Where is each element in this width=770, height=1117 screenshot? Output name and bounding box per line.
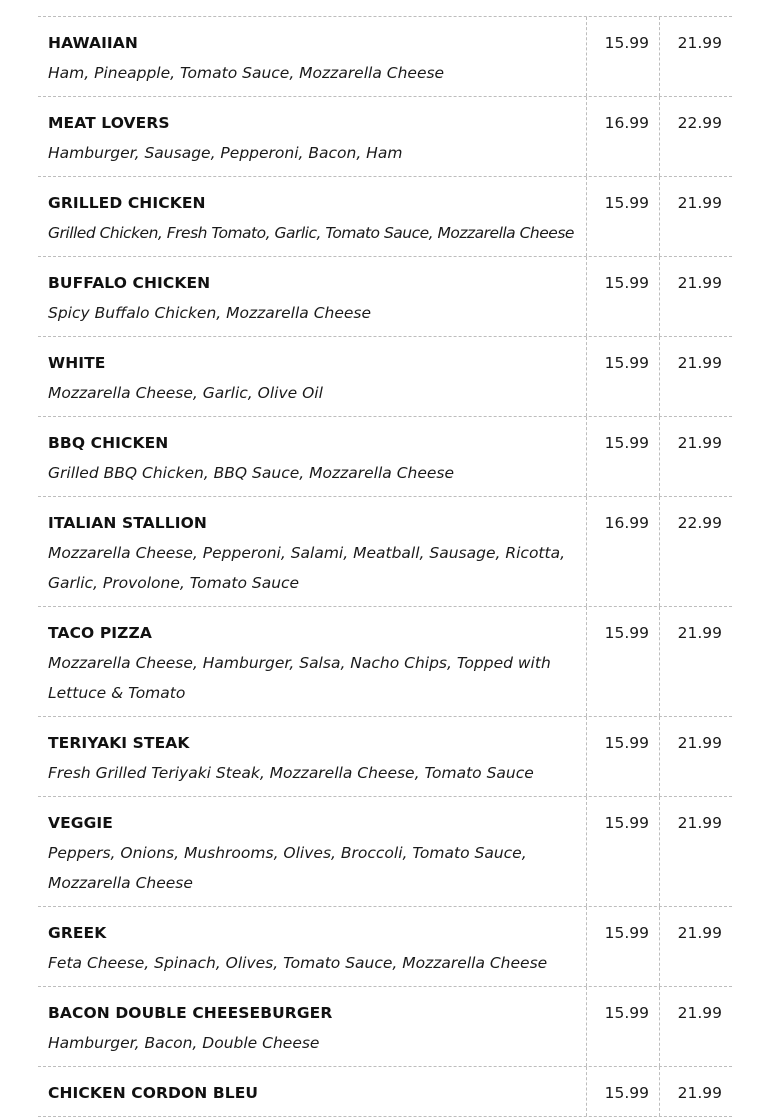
- menu-item-cell: [38, 987, 586, 1066]
- menu-item-cell: [38, 907, 586, 986]
- menu-item-cell: [38, 1067, 586, 1116]
- menu-row-buffalo-chicken: [38, 257, 732, 337]
- price-small: 15.99: [586, 717, 659, 796]
- menu-item-cell: [38, 417, 586, 496]
- price-small: 15.99: [586, 987, 659, 1066]
- price-large: 21.99: [659, 17, 732, 96]
- price-small: 15.99: [586, 907, 659, 986]
- menu-row-bbq-chicken: [38, 417, 732, 497]
- price-large: 21.99: [659, 417, 732, 496]
- menu-item-name: TACO PIZZA: [48, 624, 152, 642]
- menu-item-name: GRILLED CHICKEN: [48, 194, 206, 212]
- price-large: 22.99: [659, 497, 732, 606]
- menu-row-greek: [38, 907, 732, 987]
- price-large: 21.99: [659, 177, 732, 256]
- price-large: 21.99: [659, 1067, 732, 1116]
- menu-row-white: [38, 337, 732, 417]
- price-small: 15.99: [586, 337, 659, 416]
- menu-item-name: BBQ CHICKEN: [48, 434, 169, 452]
- price-small: 16.99: [586, 497, 659, 606]
- menu-item-name: GREEK: [48, 924, 107, 942]
- menu-item-description: Mozzarella Cheese, Pepperoni, Salami, Meatball, Sausage, Ricotta, Garlic, Provolone, Tomato Sauce: [48, 544, 566, 592]
- price-small: 15.99: [586, 17, 659, 96]
- menu-item-name: ITALIAN STALLION: [48, 514, 207, 532]
- price-large: 21.99: [659, 607, 732, 716]
- price-small: 16.99: [586, 97, 659, 176]
- price-large: 22.99: [659, 97, 732, 176]
- menu-row-bacon-double-cheeseburger: [38, 987, 732, 1067]
- price-large: 21.99: [659, 987, 732, 1066]
- menu-item-description: Fresh Grilled Teriyaki Steak, Mozzarella Cheese, Tomato Sauce: [48, 764, 534, 782]
- menu-item-description: Grilled BBQ Chicken, BBQ Sauce, Mozzarella Cheese: [48, 464, 455, 482]
- price-small: 15.99: [586, 177, 659, 256]
- price-large: 21.99: [659, 717, 732, 796]
- menu-item-description: Hamburger, Sausage, Pepperoni, Bacon, Ham: [48, 144, 403, 162]
- menu-row-chicken-cordon-bleu: [38, 1067, 732, 1117]
- menu-item-name: MEAT LOVERS: [48, 114, 170, 132]
- menu-item-name: BACON DOUBLE CHEESEBURGER: [48, 1004, 333, 1022]
- price-large: 21.99: [659, 257, 732, 336]
- menu-item-name: VEGGIE: [48, 814, 113, 832]
- menu-item-cell: [38, 797, 586, 906]
- menu-item-description: Mozzarella Cheese, Hamburger, Salsa, Nacho Chips, Topped with Lettuce & Tomato: [48, 654, 551, 702]
- menu-item-description: Hamburger, Bacon, Double Cheese: [48, 1034, 320, 1052]
- menu-row-italian-stallion: [38, 497, 732, 607]
- price-small: 15.99: [586, 797, 659, 906]
- menu-item-name: HAWAIIAN: [48, 34, 138, 52]
- price-large: 21.99: [659, 907, 732, 986]
- menu-item-description: Ham, Pineapple, Tomato Sauce, Mozzarella Cheese: [48, 64, 445, 82]
- menu-item-cell: [38, 17, 586, 96]
- price-small: 15.99: [586, 417, 659, 496]
- price-small: 15.99: [586, 257, 659, 336]
- menu-item-name: WHITE: [48, 354, 106, 372]
- menu-item-cell: [38, 607, 586, 716]
- menu-item-cell: [38, 717, 586, 796]
- menu-item-cell: [38, 177, 586, 256]
- menu-row-taco-pizza: [38, 607, 732, 717]
- menu-item-name: TERIYAKI STEAK: [48, 734, 190, 752]
- menu-item-name: BUFFALO CHICKEN: [48, 274, 211, 292]
- menu-item-description: Mozzarella Cheese, Garlic, Olive Oil: [48, 384, 323, 402]
- menu-row-teriyaki-steak: [38, 717, 732, 797]
- menu-item-description: Peppers, Onions, Mushrooms, Olives, Broccoli, Tomato Sauce, Mozzarella Cheese: [48, 844, 527, 892]
- price-large: 21.99: [659, 337, 732, 416]
- menu-item-cell: [38, 257, 586, 336]
- menu-item-description: Spicy Buffalo Chicken, Mozzarella Cheese: [48, 304, 372, 322]
- menu-row-meat-lovers: [38, 97, 732, 177]
- pizza-menu-table: [38, 16, 732, 1117]
- menu-item-cell: [38, 497, 586, 606]
- menu-item-description: Grilled Chicken, Fresh Tomato, Garlic, Tomato Sauce, Mozzarella Cheese: [48, 224, 574, 242]
- price-small: 15.99: [586, 607, 659, 716]
- price-large: 21.99: [659, 797, 732, 906]
- menu-item-cell: [38, 97, 586, 176]
- menu-item-description: Feta Cheese, Spinach, Olives, Tomato Sauce, Mozzarella Cheese: [48, 954, 548, 972]
- menu-item-name: CHICKEN CORDON BLEU: [48, 1084, 259, 1102]
- price-small: 15.99: [586, 1067, 659, 1116]
- menu-row-veggie: [38, 797, 732, 907]
- menu-row-grilled-chicken: [38, 177, 732, 257]
- menu-row-hawaiian: [38, 17, 732, 97]
- menu-item-cell: [38, 337, 586, 416]
